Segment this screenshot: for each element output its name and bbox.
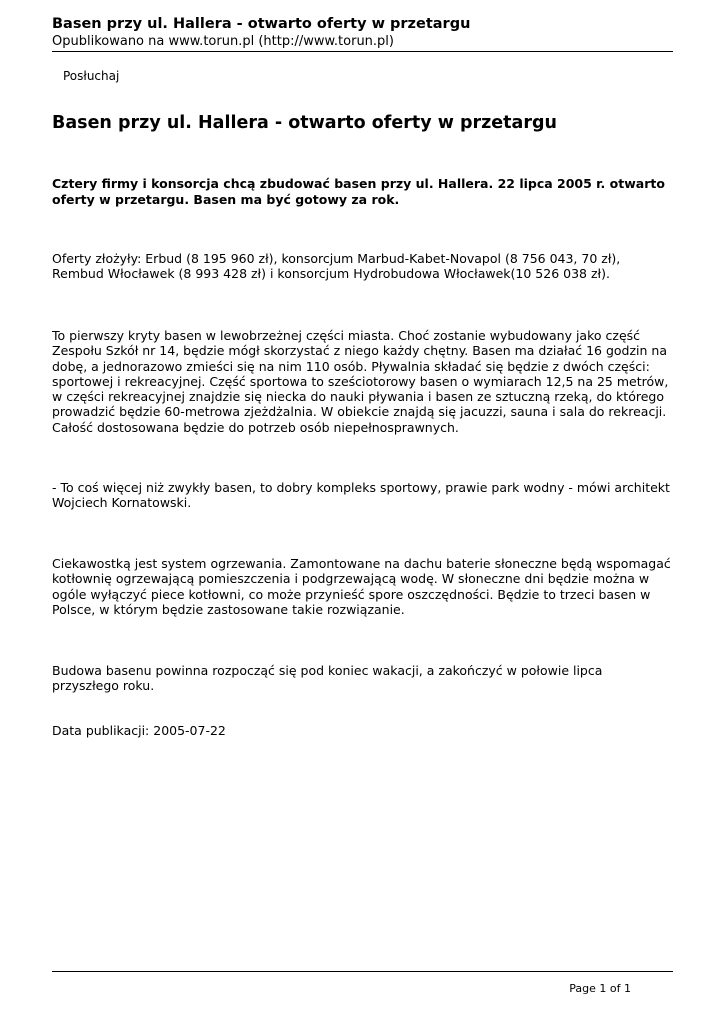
paragraph-heating: Ciekawostką jest system ogrzewania. Zamontowane na dachu baterie słoneczne będą wspomagać kotłownię ogrzewającą pomieszczenia i podgrzewającą wodę. W słoneczne dni będzie można w ogóle wyłączyć piece kotłowni, co może przynieść spore oszczędności. Będzie to trzeci basen w Polsce, w którym będzie zastosowane takie rozwiązanie. — [52, 556, 671, 617]
document-page — [52, 0, 673, 1024]
article-title: Basen przy ul. Hallera - otwarto oferty w przetargu — [52, 113, 557, 133]
header-divider — [52, 51, 673, 52]
header-title: Basen przy ul. Hallera - otwarto oferty w przetargu — [52, 16, 471, 32]
page-number: Page 1 of 1 — [569, 982, 631, 995]
article-lead: Cztery firmy i konsorcja chcą zbudować basen przy ul. Hallera. 22 lipca 2005 r. otwarto oferty w przetargu. Basen ma być gotowy za rok. — [52, 176, 665, 207]
paragraph-offers: Oferty złożyły: Erbud (8 195 960 zł), konsorcjum Marbud-Kabet-Novapol (8 756 043, 70 zł), Rembud Włocławek (8 993 428 zł) i konsorcjum Hydrobudowa Włocławek(10 526 038 zł). — [52, 251, 621, 282]
paragraph-quote: - To coś więcej niż zwykły basen, to dobry kompleks sportowy, prawie park wodny - mówi architekt Wojciech Kornatowski. — [52, 480, 670, 511]
paragraph-schedule: Budowa basenu powinna rozpocząć się pod koniec wakacji, a zakończyć w połowie lipca przyszłego roku. — [52, 663, 603, 694]
header-published-line: Opublikowano na www.torun.pl (http://www.torun.pl) — [52, 34, 394, 49]
publication-date: Data publikacji: 2005-07-22 — [52, 723, 226, 738]
footer-divider — [52, 971, 673, 972]
listen-link[interactable]: Posłuchaj — [63, 69, 120, 83]
paragraph-description: To pierwszy kryty basen w lewobrzeżnej części miasta. Choć zostanie wybudowany jako część Zespołu Szkół nr 14, będzie mógł skorzystać z niego każdy chętny. Basen ma działać 16 godzin na dobę, a jednorazowo zmieści się na nim 110 osób. Pływalnia składać się będzie z dwóch części: sportowej i rekreacyjnej. Część sportowa to sześciotorowy basen o wymiarach 12,5 na 25 metrów, w części rekreacyjnej znajdzie się niecka do nauki pływania i basen ze sztuczną rzeką, do którego prowadzić będzie 60-metrowa zjeżdżalnia. W obiekcie znajdą się jacuzzi, sauna i sala do rekreacji. Całość dostosowana będzie do potrzeb osób niepełnosprawnych. — [52, 328, 669, 435]
